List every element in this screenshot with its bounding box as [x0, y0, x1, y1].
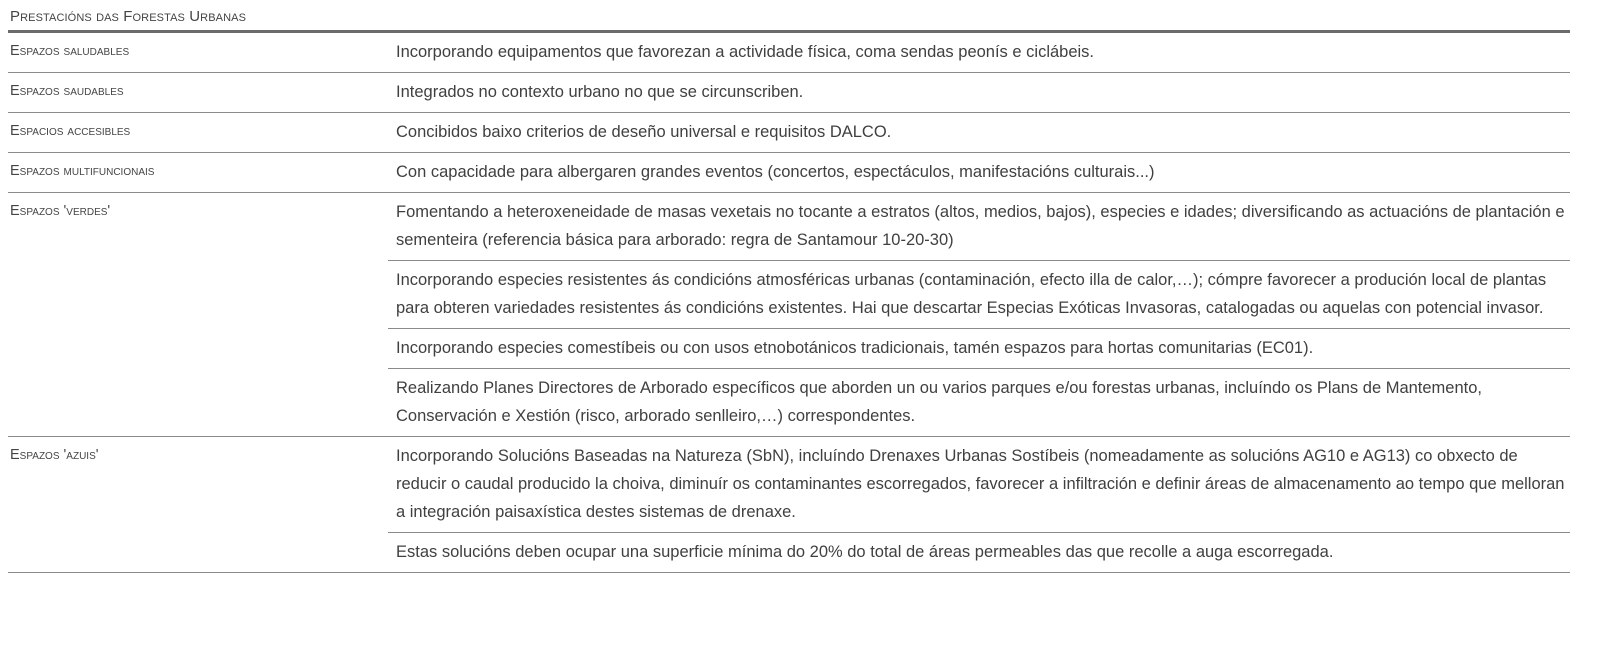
table-row: [8, 33, 1570, 73]
description-item: Concibidos baixo criterios de deseño universal e requisitos DALCO.: [396, 123, 892, 141]
table-title: Prestacións das Forestas Urbanas: [8, 6, 1570, 33]
services-table: [8, 33, 1570, 573]
table-row: [8, 73, 1570, 113]
description-cell: [388, 437, 1570, 573]
description-item: Fomentando a heteroxeneidade de masas vexetais no tocante a estratos (altos, medios, bajos), especies e idades; diversificando as actuacións de plantación e sementeira (referencia básica para arborado: regra de Santamour 10-20-30): [396, 203, 1565, 249]
category-label: Espazos saludables: [10, 43, 130, 59]
description-item: Con capacidade para albergaren grandes eventos (concertos, espectáculos, manifestacións culturais...): [396, 163, 1155, 181]
table-row: [8, 153, 1570, 193]
description-item: Incorporando Solucións Baseadas na Natureza (SbN), incluíndo Drenaxes Urbanas Sostíbeis (nomeadamente as solucións AG10 e AG13) co obxecto de reducir o caudal producido la choiva, diminuír os contaminantes escorregados, favorecer a infiltración e definir áreas de almacenamento ao tempo que melloran a integración paisaxística destes sistemas de drenaxe.: [396, 447, 1565, 521]
category-cell: [8, 73, 388, 113]
category-label: Espazos saudables: [10, 83, 124, 99]
category-cell: [8, 113, 388, 153]
category-cell: [8, 437, 388, 573]
table-row: [8, 193, 1570, 437]
description-item: Incorporando especies resistentes ás condicións atmosféricas urbanas (contaminación, efecto illa de calor,…); cómpre favorecer a produción local de plantas para obteren variedades resistentes ás condicións existentes. Hai que descartar Especias Exóticas Invasoras, catalogadas ou aquelas con potencial invasor.: [388, 260, 1570, 328]
description-cell: [388, 193, 1570, 437]
description-item: Integrados no contexto urbano no que se circunscriben.: [396, 83, 804, 101]
table-container: [8, 0, 1570, 573]
category-label: Espacios accesibles: [10, 123, 131, 139]
category-cell: [8, 153, 388, 193]
table-row: [8, 437, 1570, 573]
description-cell: [388, 113, 1570, 153]
table-row: [8, 113, 1570, 153]
description-cell: [388, 33, 1570, 73]
description-item: Incorporando especies comestíbeis ou con usos etnobotánicos tradicionais, tamén espazos para hortas comunitarias (EC01).: [388, 328, 1570, 368]
category-label: Espazos 'azuis': [10, 447, 99, 463]
description-item: Incorporando equipamentos que favorezan a actividade física, coma sendas peonís e ciclábeis.: [396, 43, 1095, 61]
category-label: Espazos 'verdes': [10, 203, 111, 219]
description-cell: [388, 73, 1570, 113]
description-item: Realizando Planes Directores de Arborado específicos que aborden un ou varios parques e/ou forestas urbanas, incluíndo os Plans de Mantemento, Conservación e Xestión (risco, arborado senlleiro,…) correspondentes.: [388, 368, 1570, 436]
description-cell: [388, 153, 1570, 193]
category-cell: [8, 193, 388, 437]
category-label: Espazos multifuncionais: [10, 163, 155, 179]
category-cell: [8, 33, 388, 73]
description-item: Estas solucións deben ocupar una superficie mínima do 20% do total de áreas permeables das que recolle a auga escorregada.: [388, 532, 1570, 572]
